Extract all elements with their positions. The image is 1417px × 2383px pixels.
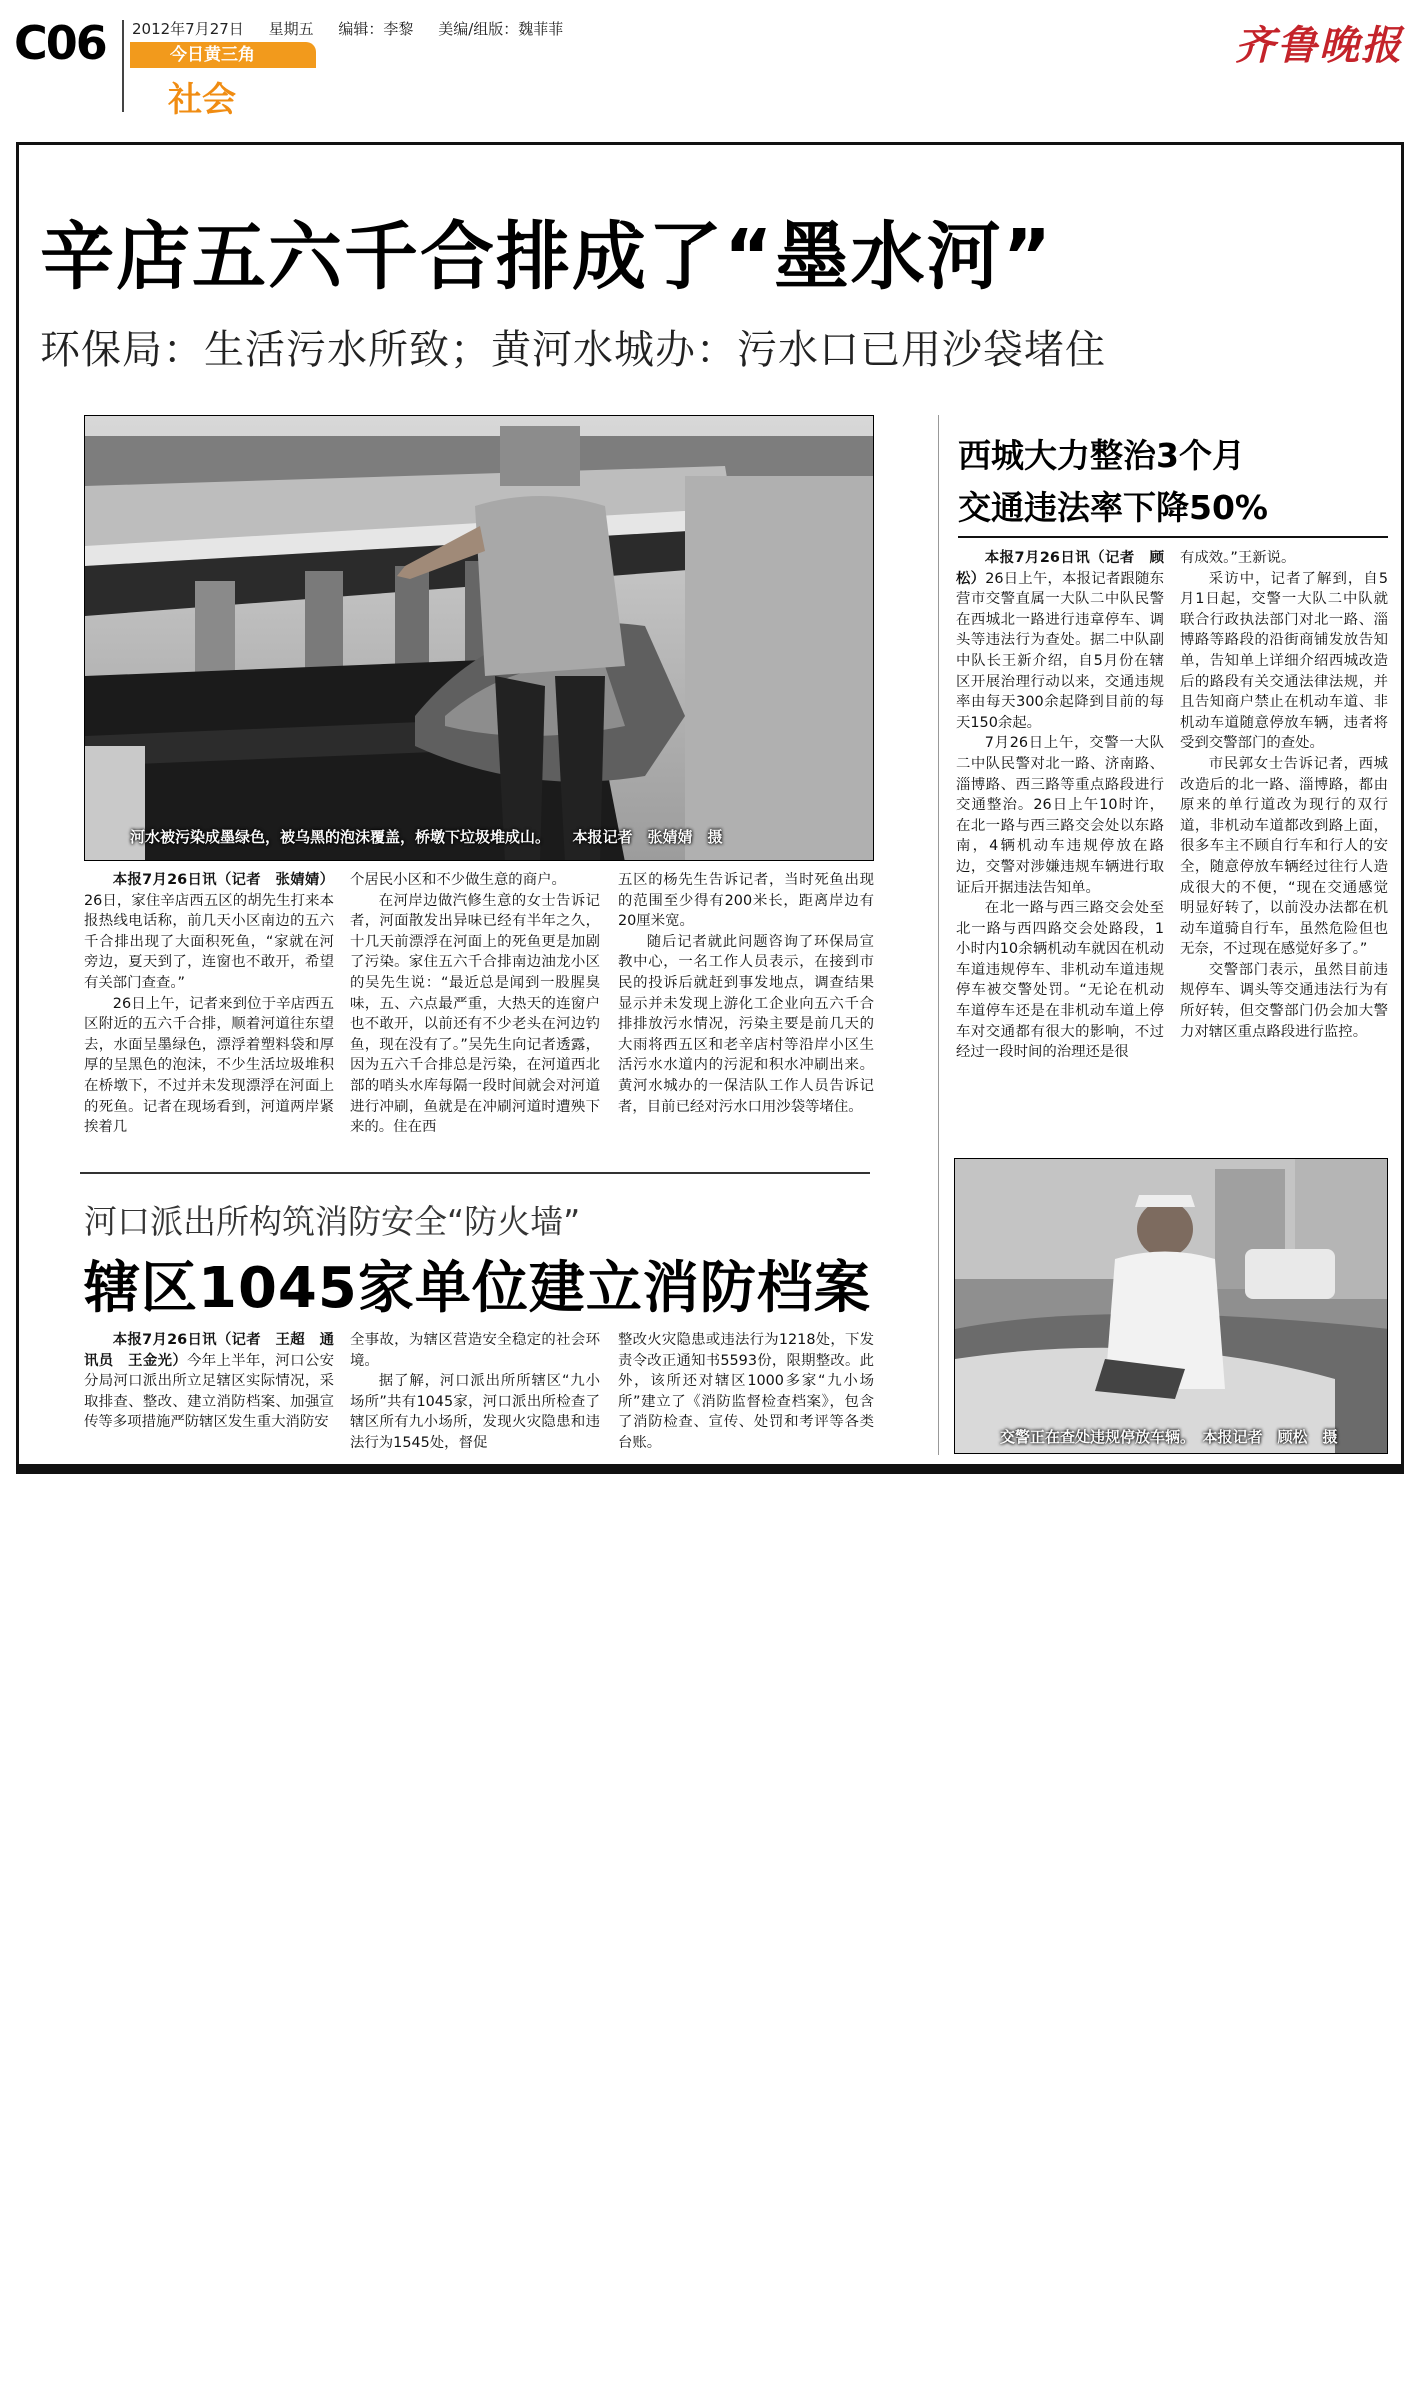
bridge-photo-image [85, 416, 874, 861]
traffic-police-photo [954, 1158, 1388, 1454]
section-title: 社会 [168, 80, 236, 120]
story2-column-1 [956, 548, 1164, 1063]
dateline: 本报7月26日讯（记者 顾松） [956, 550, 1164, 587]
paragraph-text: 26日，家住辛店西五区的胡先生打来本报热线电话称，前几天小区南边的五六千合排出现了大面积死鱼，“家就在河旁边，夏天到了，连窗也不敢开，希望有关部门查查。” [84, 892, 334, 991]
story3-column-2 [350, 1330, 600, 1454]
paragraph-text: 五区的杨先生告诉记者，当时死鱼出现的范围至少得有200米长，距离岸边有20厘米宽。 [618, 872, 874, 930]
story3-kicker: 河口派出所构筑消防安全“防火墙” [84, 1202, 581, 1241]
paragraph-text: 整改火灾隐患或违法行为1218处，下发责令改正通知书5593份，限期整改。此外，该所还对辖区1000多家“九小场所”建立了《消防监督检查档案》，包含了消防检查、宣传、处罚和考评等各类台账。 [618, 1332, 874, 1451]
page-number: C06 [14, 16, 106, 70]
photo1-caption-text: 河水被污染成墨绿色，被乌黑的泡沫覆盖，桥墩下垃圾堆成山。 [130, 828, 543, 846]
paragraph [350, 1330, 600, 1371]
paragraph [1180, 569, 1388, 754]
header-divider [122, 20, 124, 112]
story2-column-2 [1180, 548, 1388, 1042]
bridge-photo [84, 415, 874, 861]
story3-column-3 [618, 1330, 874, 1454]
right-column-divider [938, 415, 939, 1455]
paragraph [1180, 754, 1388, 960]
dateline: 本报7月26日讯（记者 王超 通讯员 王金光） [84, 1332, 334, 1369]
story2-title-line1: 西城大力整治3个月 [958, 436, 1245, 475]
paragraph [618, 932, 874, 1117]
paragraph-text: 全事故，为辖区营造安全稳定的社会环境。 [350, 1332, 600, 1369]
main-subheadline: 环保局：生活污水所致；黄河水城办：污水口已用沙袋堵住 [40, 327, 1106, 373]
main-headline: 辛店五六千合排成了“墨水河” [40, 214, 1054, 300]
paragraph-text: 26日上午，记者来到位于辛店西五区附近的五六千合排，顺着河道往东望去，水面呈墨绿色，漂浮着塑料袋和厚厚的呈黑色的泡沫，不少生活垃圾堆积在桥墩下，不过并未发现漂浮在河面上的死鱼。记者在现场看到，河道两岸紧挨着几 [84, 995, 334, 1136]
newspaper-masthead: 齐鲁晚报 [1235, 22, 1403, 69]
photo1-caption [130, 826, 870, 847]
paragraph [956, 733, 1164, 898]
paragraph-text: 26日上午，本报记者跟随东营市交警直属一大队二中队民警在西城北一路进行违章停车、调头等违法行为查处。据二中队副中队长王新介绍，自5月份在辖区开展治理行动以来，交通违规率由每天300余起降到目前的每天150余起。 [956, 570, 1164, 731]
photo1-credit: 本报记者 张婧婧 摄 [572, 828, 723, 846]
column-tab: 今日黄三角 [130, 42, 316, 68]
issue-date: 2012年7月27日 [132, 20, 244, 38]
paragraph [350, 1371, 600, 1453]
designer-credit: 美编/组版：魏菲菲 [438, 20, 564, 38]
paragraph [1180, 548, 1388, 569]
issue-weekday: 星期五 [268, 20, 314, 38]
paragraph [84, 994, 334, 1138]
story1-column-1 [84, 870, 334, 1138]
story2-title-rule [958, 536, 1388, 538]
paragraph [956, 898, 1164, 1063]
paragraph [350, 870, 600, 891]
paragraph-text: 有成效。”王新说。 [1180, 550, 1296, 566]
paragraph [618, 1330, 874, 1454]
paragraph [84, 870, 334, 994]
paragraph-text: 个居民小区和不少做生意的商户。 [350, 872, 566, 888]
photo2-caption-text: 交警正在查处违规停放车辆。 [1000, 1428, 1188, 1446]
paragraph [350, 891, 600, 1138]
traffic-police-photo-image [955, 1159, 1388, 1454]
paragraph-text: 在河岸边做汽修生意的女士告诉记者，河面散发出异味已经有半年之久，十几天前漂浮在河面上的死鱼更是加剧了污染。家住五六千合排南边油龙小区的吴先生说：“最近总是闻到一股腥臭味，五、六点最严重，大热天的连窗户也不敢开，以前还有不少老头在河边钓鱼，现在没有了。”吴先生向记者透露，因为五六千合排总是污染，在河道西北部的哨头水库每隔一段时间就会对河道进行冲刷，鱼就是在冲刷河道时遭殃下来的。住在西 [350, 892, 600, 1136]
story3-column-1 [84, 1330, 334, 1433]
dateline: 本报7月26日讯（记者 张婧婧） [112, 872, 334, 888]
paragraph-text: 市民郭女士告诉记者，西城改造后的北一路、淄博路，都由原来的单行道改为现行的双行道，非机动车道都改到路上面，很多车主不顾自行车和行人的安全，随意停放车辆经过往行人造成很大的不便，“现在交通感觉明显好转了，以前没办法都在机动车道骑自行车，虽然危险但也无奈，不过现在感觉好多了。” [1180, 755, 1388, 958]
story2-title-line2: 交通违法率下降50% [958, 488, 1268, 527]
paragraph-text: 据了解，河口派出所所辖区“九小场所”共有1045家，河口派出所检查了辖区所有九小场所，发现火灾隐患和违法行为1545处，督促 [350, 1373, 600, 1451]
frame-bottom-bar [16, 1464, 1404, 1474]
photo2-caption [1000, 1426, 1338, 1447]
editor-credit: 编辑：李黎 [338, 20, 414, 38]
paragraph-text: 交警部门表示，虽然目前违规停车、调头等交通违法行为有所好转，但交警部门仍会加大警力对辖区重点路段进行监控。 [1180, 961, 1388, 1040]
paragraph [956, 548, 1164, 733]
photo2-credit: 本报记者 顾松 摄 [1202, 1428, 1338, 1446]
paragraph [1180, 960, 1388, 1042]
story1-column-2 [350, 870, 600, 1138]
header-meta [132, 18, 583, 39]
paragraph-text: 在北一路与西三路交会处至北一路与西四路交会处路段，1小时内10余辆机动车就因在机动车道违规停车、非机动车道违规停车被交警处罚。“无论在机动车道停车还是在非机动车道上停车对交通都有很大的影响，不过经过一段时间的治理还是很 [956, 900, 1164, 1061]
paragraph-text: 随后记者就此问题咨询了环保局宣教中心，一名工作人员表示，在接到市民的投诉后就赶到事发地点，调查结果显示并未发现上游化工企业向五六千合排排放污水情况，污染主要是前几天的大雨将西五区和老辛店村等沿岸小区生活污水水道内的污泥和积水冲刷出来。黄河水城办的一保洁队工作人员告诉记者，目前已经对污水口用沙袋等堵住。 [618, 933, 874, 1115]
story3-headline: 辖区1045家单位建立消防档案 [84, 1256, 871, 1321]
story3-top-rule [80, 1172, 870, 1174]
paragraph [84, 1330, 334, 1433]
paragraph-text: 7月26日上午，交警一大队二中队民警对北一路、济南路、淄博路、西三路等重点路段进行交通整治。26日上午10时许，在北一路与西三路交会处以东路南，4辆机动车违规停放在路边，交警对涉嫌违规车辆进行取证后开据违法告知单。 [956, 735, 1164, 896]
paragraph [618, 870, 874, 932]
paragraph-text: 采访中，记者了解到，自5月1日起，交警一大队二中队就联合行政执法部门对北一路、淄博路等路段的沿街商铺发放告知单，告知单上详细介绍西城改造后的路段有关交通法律法规，并且告知商户禁止在机动车道、非机动车道随意停放车辆，违者将受到交警部门的查处。 [1180, 570, 1388, 752]
paragraph-text: 今年上半年，河口公安分局河口派出所立足辖区实际情况，采取排查、整改、建立消防档案、加强宣传等多项措施严防辖区发生重大消防安 [84, 1352, 334, 1431]
story1-column-3 [618, 870, 874, 1117]
